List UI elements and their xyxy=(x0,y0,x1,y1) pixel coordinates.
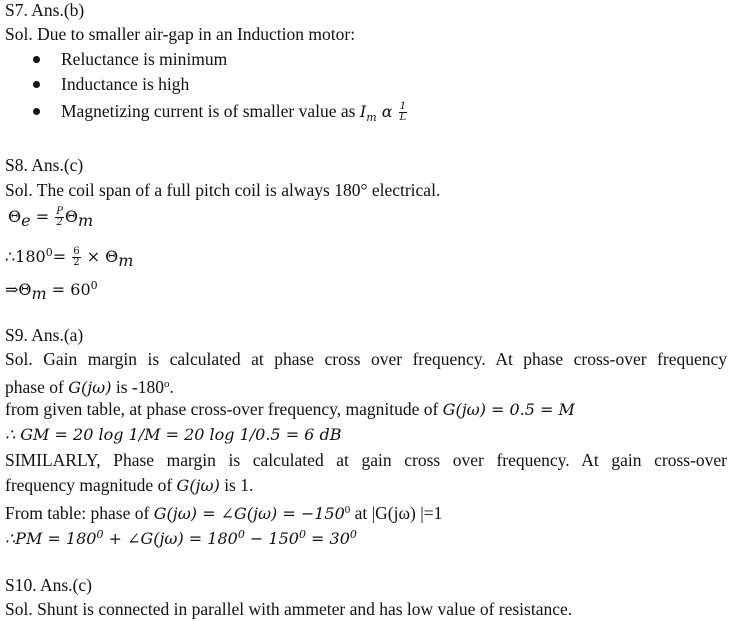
s8-equation-2: $\therefore 180^0=$ $\frac{6}{2}$ × $\Theta_m$ xyxy=(5,246,134,270)
s8-fraction-2: $\frac{6}{2}$ xyxy=(73,246,80,268)
s8-fraction-1: $\frac{P}{2}$ xyxy=(56,206,63,228)
s10-heading: S10. Ans.(c) xyxy=(5,575,93,595)
s7-bullet-2: Inductance is high xyxy=(61,74,190,94)
s9-line-6: frequency magnitude of G(jω) is 1. xyxy=(5,475,254,495)
s7-bullet-1: Reluctance is minimum xyxy=(61,49,228,69)
s8-equation-3: $\Rightarrow\Theta_m = 60^0$ xyxy=(5,279,98,303)
s7-heading: S7. Ans.(b) xyxy=(5,0,85,20)
bullet-dot xyxy=(33,108,40,115)
s10-solution: Sol. Shunt is connected in parallel with ammeter and has low value of resistance. xyxy=(5,599,573,619)
s9-line-1: Sol. Gain margin is calculated at phase cross over frequency. At phase cross-over frequency xyxy=(5,349,727,369)
s7-bullet-3-text: Magnetizing current is of smaller value as xyxy=(61,101,356,121)
s7-bullet-3 xyxy=(61,100,408,129)
bullet-dot xyxy=(33,81,40,88)
s9-line-2: phase of G(jω) is -180$^o$. xyxy=(5,377,174,397)
s9-line-8: ∴PM = $180^0$ + ∠G(jω) = $180^0 - 150^0 = 30^0$ xyxy=(5,528,357,548)
bullet-dot xyxy=(33,56,40,63)
s9-line-7: From table: phase of G(jω) = ∠G(jω) = $-150^0$ at |G(jω) |=1 xyxy=(5,503,443,523)
s7-formula: $I_m$ α $\frac{1}{L}$ xyxy=(359,101,407,124)
s9-line-4: ∴ GM = 20 log 1/M = 20 log 1/0.5 = 6 dB xyxy=(5,425,342,444)
s9-line-3: from given table, at phase cross-over frequency, magnitude of G(jω) = 0.5 = M xyxy=(5,399,575,419)
s8-solution: Sol. The coil span of a full pitch coil is always 180° electrical. xyxy=(5,180,441,200)
s8-heading: S8. Ans.(c) xyxy=(5,155,84,175)
s7-solution: Sol. Due to smaller air-gap in an Induction motor: xyxy=(5,24,356,44)
s8-equation-1: $\Theta_e$ = $\frac{P}{2}$ $\Theta_m$ xyxy=(8,206,94,230)
s7-fraction: $\frac{1}{L}$ xyxy=(399,101,407,123)
s9-line-5: SIMILARLY, Phase margin is calculated at gain cross over frequency. At gain cross-over xyxy=(5,450,727,470)
s9-heading: S9. Ans.(a) xyxy=(5,325,84,345)
